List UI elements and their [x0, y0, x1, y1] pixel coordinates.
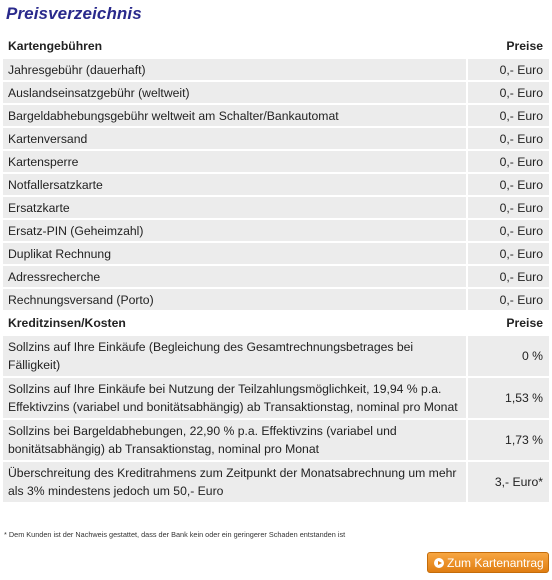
page-title: Preisverzeichnis — [6, 4, 142, 23]
table-row — [3, 197, 549, 218]
row-label: Kartensperre — [3, 151, 466, 172]
card-application-button-label: Zum Kartenantrag — [447, 556, 544, 570]
table-row — [3, 59, 549, 80]
row-label: Sollzins bei Bargeldabhebungen, 22,90 % p.a. Effektivzins (variabel und bonitätsabhängig) ab Transaktionstag, nominal pro Monat — [3, 420, 466, 460]
row-label: Jahresgebühr (dauerhaft) — [3, 59, 466, 80]
section-header-label: Kreditzinsen/Kosten — [3, 312, 466, 334]
row-label: Ersatzkarte — [3, 197, 466, 218]
table-row — [3, 220, 549, 241]
row-label: Kartenversand — [3, 128, 466, 149]
row-price: 0,- Euro — [466, 105, 549, 126]
row-label: Ersatz-PIN (Geheimzahl) — [3, 220, 466, 241]
price-table — [3, 33, 549, 504]
row-price: 0,- Euro — [466, 82, 549, 103]
table-row — [3, 128, 549, 149]
row-price: 0,- Euro — [466, 266, 549, 287]
table-row — [3, 336, 549, 376]
row-label: Sollzins auf Ihre Einkäufe (Begleichung des Gesamtrechnungsbetrages bei Fälligkeit) — [3, 336, 466, 376]
footnote: * Dem Kunden ist der Nachweis gestattet, dass der Bank kein oder ein geringerer Schaden entstanden ist — [4, 530, 346, 539]
row-price: 1,73 % — [466, 420, 549, 460]
row-label: Sollzins auf Ihre Einkäufe bei Nutzung der Teilzahlungsmöglichkeit, 19,94 % p.a. Effektivzins (variabel und bonitätsabhängig) ab Transaktionstag, nominal pro Monat — [3, 378, 466, 418]
table-row — [3, 378, 549, 418]
row-label: Auslandseinsatzgebühr (weltweit) — [3, 82, 466, 103]
section-header-label: Kartengebühren — [3, 35, 466, 57]
row-label: Duplikat Rechnung — [3, 243, 466, 264]
section-header-interest — [3, 312, 549, 334]
price-column-header: Preise — [466, 35, 549, 57]
row-price: 0,- Euro — [466, 59, 549, 80]
row-label: Rechnungsversand (Porto) — [3, 289, 466, 310]
row-label: Notfallersatzkarte — [3, 174, 466, 195]
row-price: 0,- Euro — [466, 197, 549, 218]
row-price: 0,- Euro — [466, 151, 549, 172]
arrow-right-icon — [434, 558, 444, 568]
row-price: 0,- Euro — [466, 289, 549, 310]
row-price: 0,- Euro — [466, 220, 549, 241]
table-row — [3, 82, 549, 103]
table-row — [3, 174, 549, 195]
row-price: 3,- Euro* — [466, 462, 549, 502]
table-row — [3, 266, 549, 287]
table-row — [3, 420, 549, 460]
row-price: 0,- Euro — [466, 128, 549, 149]
row-price: 0 % — [466, 336, 549, 376]
row-price: 0,- Euro — [466, 243, 549, 264]
section-header-fees — [3, 35, 549, 57]
table-row — [3, 462, 549, 502]
table-row — [3, 243, 549, 264]
table-row — [3, 289, 549, 310]
row-price: 1,53 % — [466, 378, 549, 418]
card-application-button[interactable] — [427, 552, 549, 573]
table-row — [3, 105, 549, 126]
row-label: Bargeldabhebungsgebühr weltweit am Schalter/Bankautomat — [3, 105, 466, 126]
table-row — [3, 151, 549, 172]
row-label: Adressrecherche — [3, 266, 466, 287]
row-price: 0,- Euro — [466, 174, 549, 195]
row-label: Überschreitung des Kreditrahmens zum Zeitpunkt der Monatsabrechnung um mehr als 3% mindestens jedoch um 50,- Euro — [3, 462, 466, 502]
price-column-header: Preise — [466, 312, 549, 334]
